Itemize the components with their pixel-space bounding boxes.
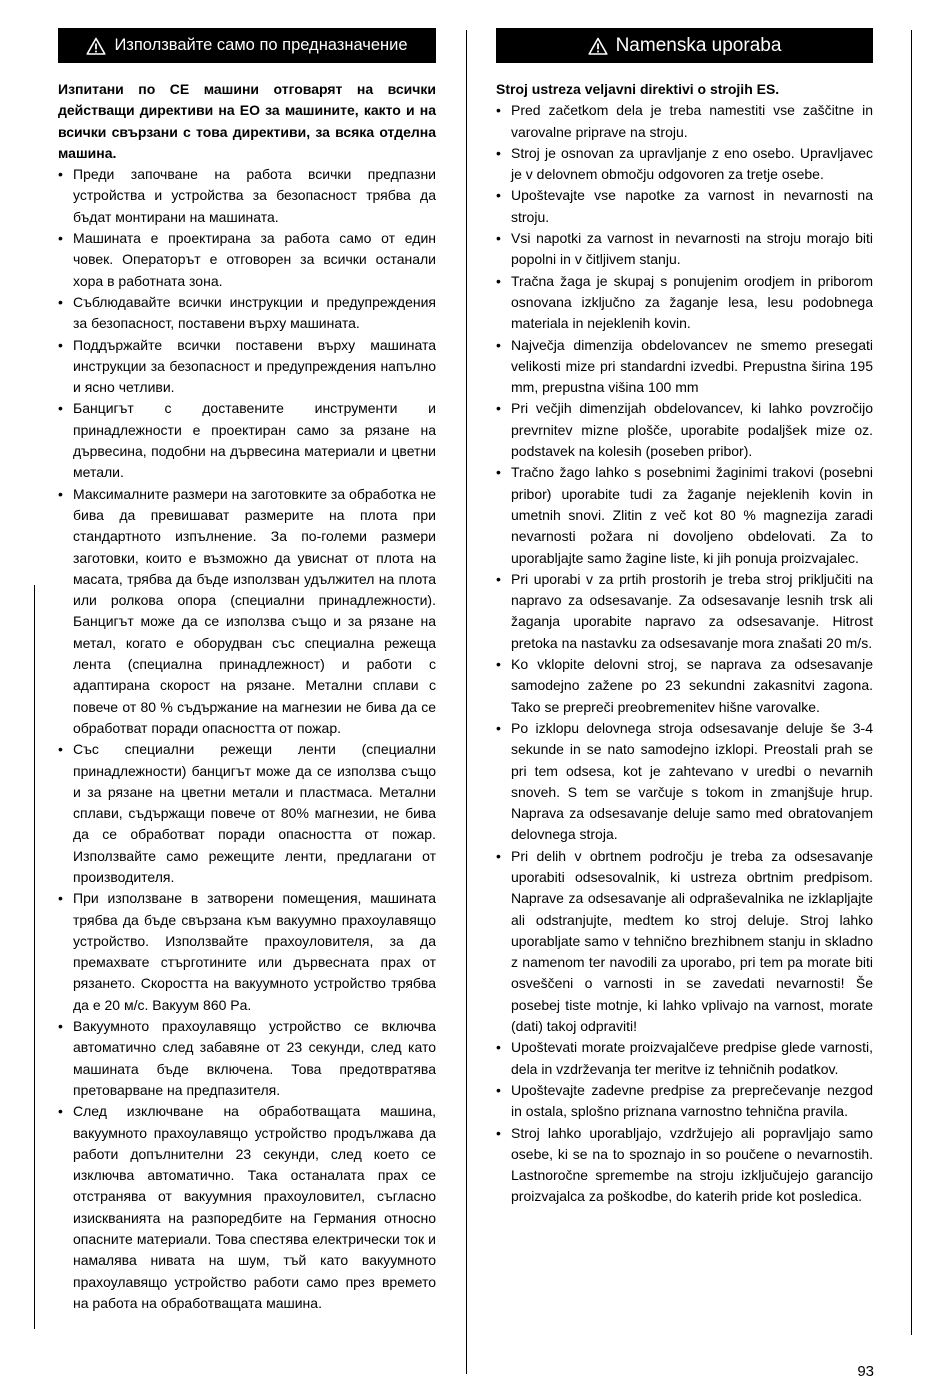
list-item: • Upoštevati morate proizvajalčeve predpise glede varnosti, dela in vzdrževanja ter meritve iz tehničnih podatkov. xyxy=(496,1037,873,1080)
list-item: • Stroj lahko uporabljajo, vzdržujejo ali popravljajo samo osebe, ki se na to spoznajo in so poučene o nevarnostih. Lastnoročne spremembe na stroju izključujejo garancijo proizvajalca za poškodbe, do katerih pride kot posledica. xyxy=(496,1123,873,1208)
right-lead-paragraph: Stroj ustreza veljavni direktivi o strojih ES. xyxy=(496,81,780,97)
right-margin-line xyxy=(911,30,912,1335)
list-item: • Pri delih v obrtnem področju je treba za odsesavanje uporabiti odsesovalnik, ki ustreza obrtnim predpisom. Naprave za odsesavanje ali odpraševalnika ne izklapljajte ali odstranjujte, medtem ko stroj deluje. Stroj lahko uporabljate samo v tehnično brezhibnem stanju in skladno z namenom ter navodili za uporabo, pri tem pa morate biti osveščeni o varnosti in se zavedati nevarnosti! Še posebej tiste motnje, ki lahko vplivajo na varnost, morate (dati) takoj odpraviti! xyxy=(496,846,873,1038)
list-item: • Upoštevajte vse napotke za varnost in nevarnosti na stroju. xyxy=(496,185,873,228)
left-bullet-list xyxy=(58,164,436,1314)
list-item: • Upoštevajte zadevne predpise za preprečevanje nezgod in ostala, splošno priznana varnostno tehnična pravila. xyxy=(496,1080,873,1123)
list-item: • Tračna žaga je skupaj s ponujenim orodjem in priborom osnovana izključno za žaganje lesa, lesu podobnega materiala in nejeklenih kovin. xyxy=(496,271,873,335)
right-section-title: Namenska uporaba xyxy=(615,34,782,56)
list-item: • Съблюдавайте всички инструкции и предупреждения за безопасност, поставени върху машината. xyxy=(58,292,436,335)
list-item: • Pred začetkom dela je treba namestiti vse zaščitne in varovalne priprave na stroju. xyxy=(496,100,873,143)
list-item: • Максималните размери на заготовките за обработка не бива да превишават размерите на плота при стандартното изпълнение. За по-големи размери заготовки, които е възможно да увиснат от плота на масата, трябва да бъде използван удължител на плота или ролкова опора (специални принадлежности). Банцигът може да се използва също и за рязане на метал, когато е оборудван със специална режеща лента (специална принадлежност) и работи с адаптирана скорост на рязане. Метални сплави с повече от 80 % съдържание на магнезии не бива да се обработват поради опасността от пожар. xyxy=(58,484,436,740)
list-item: • Tračno žago lahko s posebnimi žaginimi trakovi (posebni pribor) uporabite tudi za žaganje nejeklenih kovin in umetnih snovi. Zlitin z več kot 80 % magnezija zaradi nevarnosti požara ni dovoljeno obdelovati. Za to uporabljajte samo žagine liste, ki jih ponuja proizvajalec. xyxy=(496,462,873,568)
page-number: 93 xyxy=(857,1363,874,1380)
left-column xyxy=(58,28,436,1314)
left-lead-paragraph: Изпитани по CE машини отговарят на всички действащи директиви на ЕО за машините, както и на всички свързани с това директиви, за всяка отделна машина. xyxy=(58,81,436,161)
list-item: • Машината е проектирана за работа само от един човек. Операторът е отговорен за всички останали хора в работната зона. xyxy=(58,228,436,292)
list-item: • След изключване на обработващата машина, вакуумното прахоулавящо устройство продължава да работи допълнителни 23 секунди, след което се изключва автоматично. Така останалата прах се отстранява от вакуумния прахоуловител, съгласно изискванията на разпоредбите на Германия относно опасните материали. Това спестява електрически ток и намалява нивата на шум, тъй като вакуумното прахоулавящо устройство работи само през времето на работа на обработващата машина. xyxy=(58,1101,436,1314)
list-item: • Ko vklopite delovni stroj, se naprava za odsesavanje samodejno zažene po 23 sekundni zakasnitvi zagona. Tako se prepreči preobremenitev hišne varovalke. xyxy=(496,654,873,718)
list-item: • Със специални режещи ленти (специални принадлежности) банцигът може да се използва също и за рязане на цветни метали и пластмаса. Метални сплави, съдържащи повече от 80% магнезии, не бива да се обработват поради опасността от пожар. Използвайте само режещите ленти, предлагани от производителя. xyxy=(58,739,436,888)
list-item: • Največja dimenzija obdelovancev ne smemo presegati velikosti mize pri standardni izvedbi. Prepustna širina 195 mm, prepustna višina 100 mm xyxy=(496,335,873,399)
warning-triangle-icon xyxy=(86,37,106,55)
list-item: • Преди започване на работа всички предпазни устройства и устройства за безопасност трябва да бъдат монтирани на машината. xyxy=(58,164,436,228)
center-divider-line xyxy=(466,30,467,1374)
list-item: • Vsi napotki za varnost in nevarnosti na stroju morajo biti popolni in v čitljivem stanju. xyxy=(496,228,873,271)
warning-triangle-icon xyxy=(588,37,608,55)
right-section-header xyxy=(496,28,873,63)
list-item: • Банцигът с доставените инструменти и принадлежности е проектиран само за рязане на дървесина, подобни на дървесина материали и цветни метали. xyxy=(58,398,436,483)
list-item: • Stroj je osnovan za upravljanje z eno osebo. Upravljavec je v delovnem območju odgovoren za tretje osebe. xyxy=(496,143,873,186)
left-section-header xyxy=(58,28,436,63)
right-column xyxy=(496,28,873,1208)
list-item: • Pri uporabi v za prtih prostorih je treba stroj priključiti na napravo za odsesavanje. Za odsesavanje lesnih trsk ali žaganja uporabite napravo za odsesavanje. Hitrost pretoka na nastavku za odsesavanje mora znašati 20 m/s. xyxy=(496,569,873,654)
list-item: • Pri večjih dimenzijah obdelovancev, ki lahko povzročijo prevrnitev mizne plošče, uporabite podaljšek mize oz. podstavek na kolesih (poseben pribor). xyxy=(496,398,873,462)
right-bullet-list xyxy=(496,100,873,1207)
left-section-title: Използвайте само по предназначение xyxy=(114,36,408,54)
list-item: • Поддържайте всички поставени върху машината инструкции за безопасност и предупреждения напълно и ясно четливи. xyxy=(58,335,436,399)
list-item: • Po izklopu delovnega stroja odsesavanje deluje še 3-4 sekunde in se nato samodejno izklopi. Preostali prah se pri tem odsesa, kot je zahtevano v uredbi o nevarnih snoveh. S tem se varčuje s tokom in zmanjšuje hrup. Naprava za odsesavanje deluje samo med obratovanjem delovnega stroja. xyxy=(496,718,873,846)
list-item: • При използване в затворени помещения, машината трябва да бъде свързана към вакуумно прахоулавящо устройство. Използвайте прахоуловителя, за да премахвате стърготините или дървесната прах от рязането. Скоростта на вакуумното устройство трябва да е 20 м/с. Вакуум 860 Pa. xyxy=(58,888,436,1016)
left-margin-line xyxy=(34,585,35,1329)
list-item: • Вакуумното прахоулавящо устройство се включва автоматично след забавяне от 23 секунди, след като машината бъде включена. Това предотвратява претоварване на предпазителя. xyxy=(58,1016,436,1101)
